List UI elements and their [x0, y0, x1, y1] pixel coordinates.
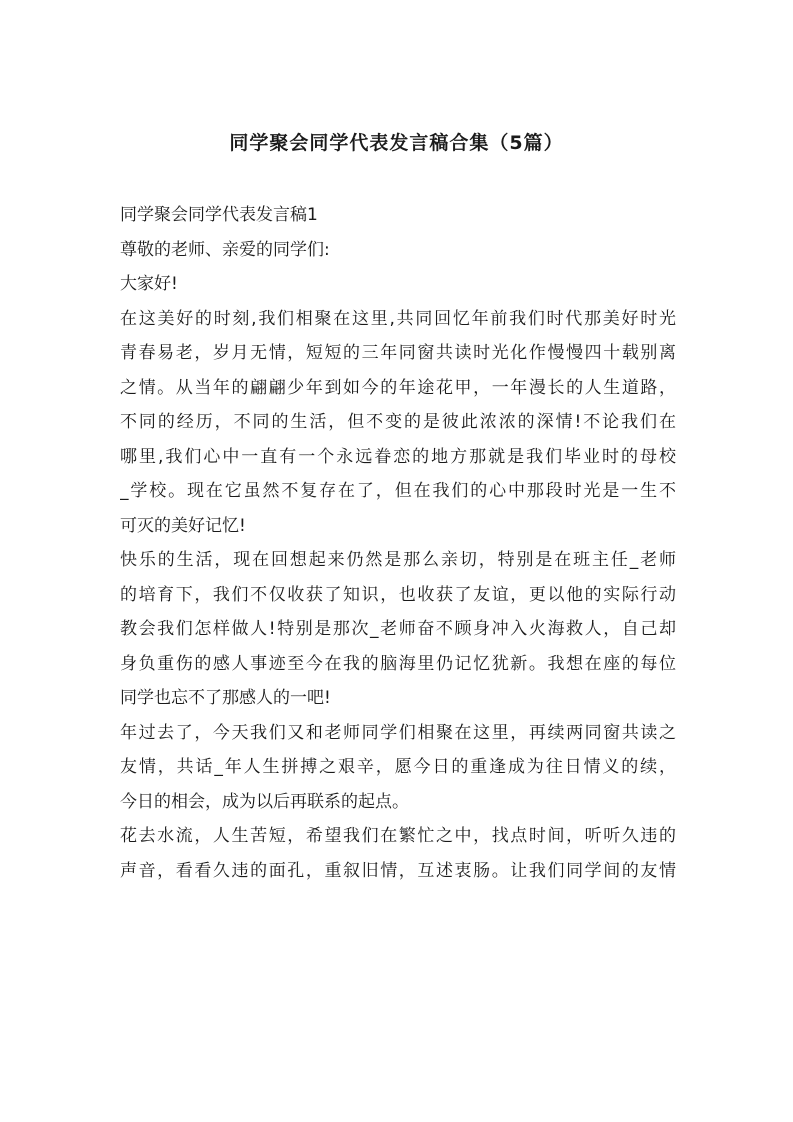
- paragraph-4: [120, 819, 676, 888]
- text-line: 可灭的美好记忆!: [120, 515, 246, 536]
- text-line: 教会我们怎样做人!特别是那次_老师奋不顾身冲入火海救人，自己却: [120, 619, 676, 639]
- document-title: 同学聚会同学代表发言稿合集（5篇）: [229, 132, 564, 154]
- greeting: 大家好!: [120, 274, 178, 294]
- text-line: 声音，看看久违的面孔，重叙旧情，互述衷肠。让我们同学间的友情: [120, 860, 676, 881]
- text-line: 今日的相会，成为以后再联系的起点。: [120, 791, 409, 812]
- text-line: 年过去了，今天我们又和老师同学们相聚在这里，再续两同窗共读之: [120, 722, 676, 743]
- text-line: 不同的经历，不同的生活，但不变的是彼此浓浓的深情!不论我们在: [120, 412, 676, 432]
- text-line: 身负重伤的感人事迹至今在我的脑海里仍记忆犹新。我想在座的每位: [120, 653, 676, 674]
- section-heading: 同学聚会同学代表发言稿1: [120, 205, 318, 225]
- text-line: 在这美好的时刻,我们相聚在这里,共同回忆年前我们时代那美好时光: [120, 308, 676, 329]
- text-line: _学校。现在它虽然不复存在了，但在我们的心中那段时光是一生不: [120, 481, 676, 501]
- text-line: 花去水流，人生苦短，希望我们在繁忙之中，找点时间，听听久违的: [120, 826, 676, 846]
- text-line: 的培育下，我们不仅收获了知识，也收获了友谊，更以他的实际行动: [120, 584, 676, 605]
- text-line: 哪里,我们心中一直有一个永远眷恋的地方那就是我们毕业时的母校: [120, 446, 676, 467]
- text-line: 快乐的生活，现在回想起来仍然是那么亲切，特别是在班主任_老师: [120, 550, 676, 570]
- text-line: 之情。从当年的翩翩少年到如今的年途花甲，一年漫长的人生道路，: [120, 377, 676, 398]
- document-body: [120, 198, 676, 888]
- paragraph-1: [120, 302, 676, 544]
- paragraph-2: [120, 543, 676, 716]
- text-line: 同学也忘不了那感人的一吧!: [120, 688, 331, 708]
- paragraph-3: [120, 716, 676, 820]
- salutation: 尊敬的老师、亲爱的同学们:: [120, 239, 330, 260]
- text-line: 友情，共话_年人生拼搏之艰辛，愿今日的重逢成为往日情义的续，: [120, 757, 676, 777]
- text-line: 青春易老，岁月无情，短短的三年同窗共读时光化作慢慢四十载别离: [120, 343, 676, 363]
